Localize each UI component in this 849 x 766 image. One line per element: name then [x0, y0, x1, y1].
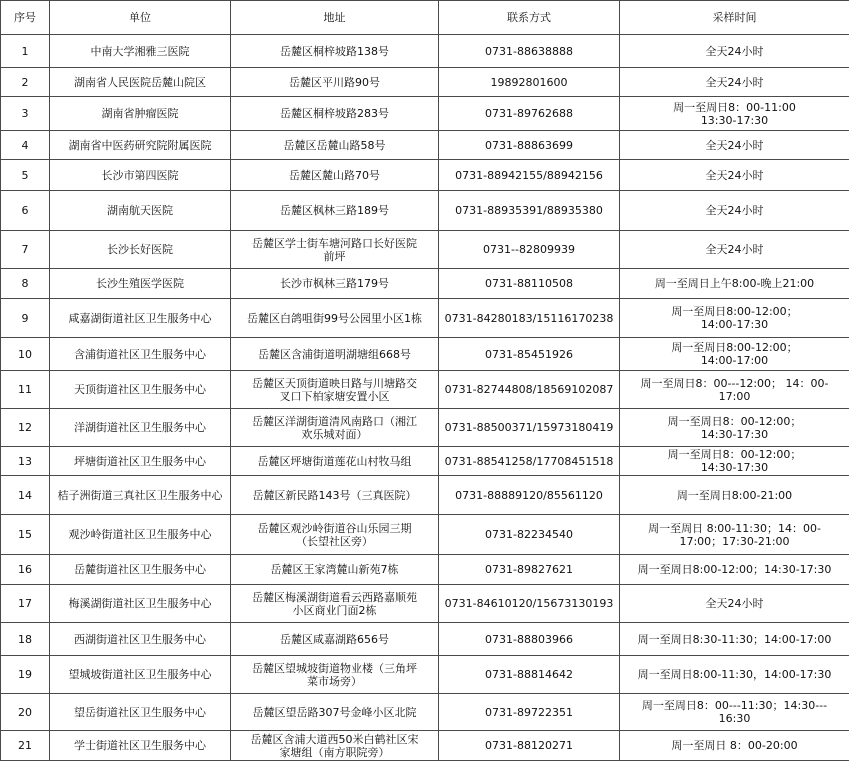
cell-index: 16	[1, 555, 50, 585]
cell-sampling-time: 周一至周日8：00---11:30；14:30--- 16:30	[620, 694, 849, 731]
cell-index: 8	[1, 269, 50, 299]
table-row	[1, 231, 849, 269]
cell-address: 岳麓区枫林三路189号	[231, 191, 439, 231]
cell-unit: 洋湖街道社区卫生服务中心	[50, 409, 231, 447]
cell-index: 18	[1, 623, 50, 656]
cell-sampling-time: 周一至周日 8:00-11:30；14：00- 17:00；17:30-21:00	[620, 515, 849, 555]
table-body	[1, 35, 849, 761]
cell-address: 岳麓区含浦大道西50米白鹤社区宋 家塘组（南方职院旁）	[231, 731, 439, 761]
cell-unit: 长沙市第四医院	[50, 160, 231, 191]
table-row	[1, 476, 849, 515]
cell-contact: 0731-84280183/15116170238	[439, 299, 620, 338]
cell-sampling-time: 全天24小时	[620, 191, 849, 231]
cell-sampling-time: 周一至周日8:00-12:00； 14:00-17:00	[620, 338, 849, 371]
cell-contact: 0731-88110508	[439, 269, 620, 299]
cell-unit: 观沙岭街道社区卫生服务中心	[50, 515, 231, 555]
table-row	[1, 68, 849, 97]
cell-address: 岳麓区天顶街道映日路与川塘路交 叉口下柏家塘安置小区	[231, 371, 439, 409]
cell-sampling-time: 周一至周日8:00-12:00；14:30-17:30	[620, 555, 849, 585]
cell-address: 岳麓区望城坡街道物业楼（三角坪 菜市场旁）	[231, 656, 439, 694]
table-row	[1, 731, 849, 761]
cell-sampling-time: 周一至周日8:30-11:30；14:00-17:00	[620, 623, 849, 656]
cell-index: 20	[1, 694, 50, 731]
cell-contact: 0731-88814642	[439, 656, 620, 694]
cell-unit: 桔子洲街道三真社区卫生服务中心	[50, 476, 231, 515]
cell-address: 岳麓区坪塘街道莲花山村牧马组	[231, 447, 439, 476]
table-row	[1, 555, 849, 585]
cell-address: 岳麓区平川路90号	[231, 68, 439, 97]
cell-sampling-time: 周一至周日8：00-11:00 13:30-17:30	[620, 97, 849, 131]
cell-sampling-time: 周一至周日8：00-12:00； 14:30-17:30	[620, 409, 849, 447]
cell-address: 岳麓区观沙岭街道谷山乐园三期 （长望社区旁）	[231, 515, 439, 555]
cell-address: 岳麓区桐梓坡路138号	[231, 35, 439, 68]
cell-address: 长沙市枫林三路179号	[231, 269, 439, 299]
cell-index: 6	[1, 191, 50, 231]
cell-sampling-time: 全天24小时	[620, 231, 849, 269]
cell-address: 岳麓区望岳路307号金峰小区北院	[231, 694, 439, 731]
cell-contact: 0731-88541258/17708451518	[439, 447, 620, 476]
cell-sampling-time: 全天24小时	[620, 35, 849, 68]
cell-contact: 0731-89762688	[439, 97, 620, 131]
cell-index: 11	[1, 371, 50, 409]
table-row	[1, 447, 849, 476]
table-row	[1, 585, 849, 623]
cell-sampling-time: 周一至周日上午8:00-晚上21:00	[620, 269, 849, 299]
cell-contact: 0731-89722351	[439, 694, 620, 731]
cell-index: 19	[1, 656, 50, 694]
cell-sampling-time: 周一至周日8：00---12:00； 14：00- 17:00	[620, 371, 849, 409]
header-address: 地址	[231, 1, 439, 35]
cell-sampling-time: 周一至周日8:00-12:00； 14:00-17:30	[620, 299, 849, 338]
cell-contact: 0731--82809939	[439, 231, 620, 269]
table-row	[1, 191, 849, 231]
table-row	[1, 656, 849, 694]
cell-sampling-time: 全天24小时	[620, 131, 849, 160]
cell-address: 岳麓区含浦街道明湖塘组668号	[231, 338, 439, 371]
header-unit: 单位	[50, 1, 231, 35]
cell-contact: 0731-88500371/15973180419	[439, 409, 620, 447]
cell-unit: 学士街道社区卫生服务中心	[50, 731, 231, 761]
cell-index: 13	[1, 447, 50, 476]
table-row	[1, 97, 849, 131]
cell-contact: 0731-88803966	[439, 623, 620, 656]
cell-contact: 0731-88638888	[439, 35, 620, 68]
cell-address: 岳麓区白鸽咀街99号公园里小区1栋	[231, 299, 439, 338]
table-row	[1, 299, 849, 338]
cell-sampling-time: 周一至周日8:00-21:00	[620, 476, 849, 515]
table-row	[1, 623, 849, 656]
cell-unit: 长沙生殖医学医院	[50, 269, 231, 299]
table-row	[1, 160, 849, 191]
cell-index: 5	[1, 160, 50, 191]
cell-unit: 坪塘街道社区卫生服务中心	[50, 447, 231, 476]
cell-unit: 湖南省人民医院岳麓山院区	[50, 68, 231, 97]
cell-unit: 中南大学湘雅三医院	[50, 35, 231, 68]
cell-address: 岳麓区咸嘉湖路656号	[231, 623, 439, 656]
cell-contact: 0731-88120271	[439, 731, 620, 761]
cell-address: 岳麓区岳麓山路58号	[231, 131, 439, 160]
cell-address: 岳麓区王家湾麓山新苑7栋	[231, 555, 439, 585]
header-index: 序号	[1, 1, 50, 35]
cell-contact: 0731-85451926	[439, 338, 620, 371]
header-sampling-time: 采样时间	[620, 1, 849, 35]
table-row	[1, 338, 849, 371]
table-row	[1, 409, 849, 447]
cell-contact: 0731-88935391/88935380	[439, 191, 620, 231]
cell-unit: 湖南航天医院	[50, 191, 231, 231]
cell-index: 17	[1, 585, 50, 623]
cell-sampling-time: 周一至周日 8：00-20:00	[620, 731, 849, 761]
cell-unit: 望岳街道社区卫生服务中心	[50, 694, 231, 731]
cell-address: 岳麓区洋湖街道清风南路口（湘江 欢乐城对面）	[231, 409, 439, 447]
cell-contact: 0731-89827621	[439, 555, 620, 585]
cell-index: 9	[1, 299, 50, 338]
cell-contact: 0731-82744808/18569102087	[439, 371, 620, 409]
cell-sampling-time: 周一至周日8:00-11:30，14:00-17:30	[620, 656, 849, 694]
cell-sampling-time: 全天24小时	[620, 160, 849, 191]
cell-address: 岳麓区桐梓坡路283号	[231, 97, 439, 131]
cell-index: 7	[1, 231, 50, 269]
header-row	[1, 1, 849, 35]
cell-contact: 0731-84610120/15673130193	[439, 585, 620, 623]
table-row	[1, 694, 849, 731]
cell-address: 岳麓区麓山路70号	[231, 160, 439, 191]
table-row	[1, 515, 849, 555]
cell-contact: 0731-88863699	[439, 131, 620, 160]
cell-unit: 岳麓街道社区卫生服务中心	[50, 555, 231, 585]
cell-index: 14	[1, 476, 50, 515]
table-row	[1, 131, 849, 160]
cell-unit: 咸嘉湖街道社区卫生服务中心	[50, 299, 231, 338]
cell-index: 12	[1, 409, 50, 447]
table-row	[1, 35, 849, 68]
table-row	[1, 269, 849, 299]
table-row	[1, 371, 849, 409]
cell-index: 4	[1, 131, 50, 160]
cell-address: 岳麓区梅溪湖街道看云西路嘉顺苑 小区商业门面2栋	[231, 585, 439, 623]
cell-index: 10	[1, 338, 50, 371]
header-contact: 联系方式	[439, 1, 620, 35]
cell-sampling-time: 全天24小时	[620, 68, 849, 97]
cell-contact: 19892801600	[439, 68, 620, 97]
cell-unit: 天顶街道社区卫生服务中心	[50, 371, 231, 409]
cell-index: 3	[1, 97, 50, 131]
cell-unit: 望城坡街道社区卫生服务中心	[50, 656, 231, 694]
cell-sampling-time: 周一至周日8：00-12:00； 14:30-17:30	[620, 447, 849, 476]
cell-unit: 湖南省肿瘤医院	[50, 97, 231, 131]
cell-unit: 湖南省中医药研究院附属医院	[50, 131, 231, 160]
cell-unit: 西湖街道社区卫生服务中心	[50, 623, 231, 656]
cell-unit: 梅溪湖街道社区卫生服务中心	[50, 585, 231, 623]
cell-index: 15	[1, 515, 50, 555]
cell-index: 2	[1, 68, 50, 97]
cell-unit: 长沙长好医院	[50, 231, 231, 269]
cell-contact: 0731-82234540	[439, 515, 620, 555]
cell-address: 岳麓区新民路143号（三真医院）	[231, 476, 439, 515]
cell-unit: 含浦街道社区卫生服务中心	[50, 338, 231, 371]
cell-index: 21	[1, 731, 50, 761]
cell-contact: 0731-88889120/85561120	[439, 476, 620, 515]
cell-contact: 0731-88942155/88942156	[439, 160, 620, 191]
cell-sampling-time: 全天24小时	[620, 585, 849, 623]
cell-address: 岳麓区学士街车塘河路口长好医院 前坪	[231, 231, 439, 269]
cell-index: 1	[1, 35, 50, 68]
